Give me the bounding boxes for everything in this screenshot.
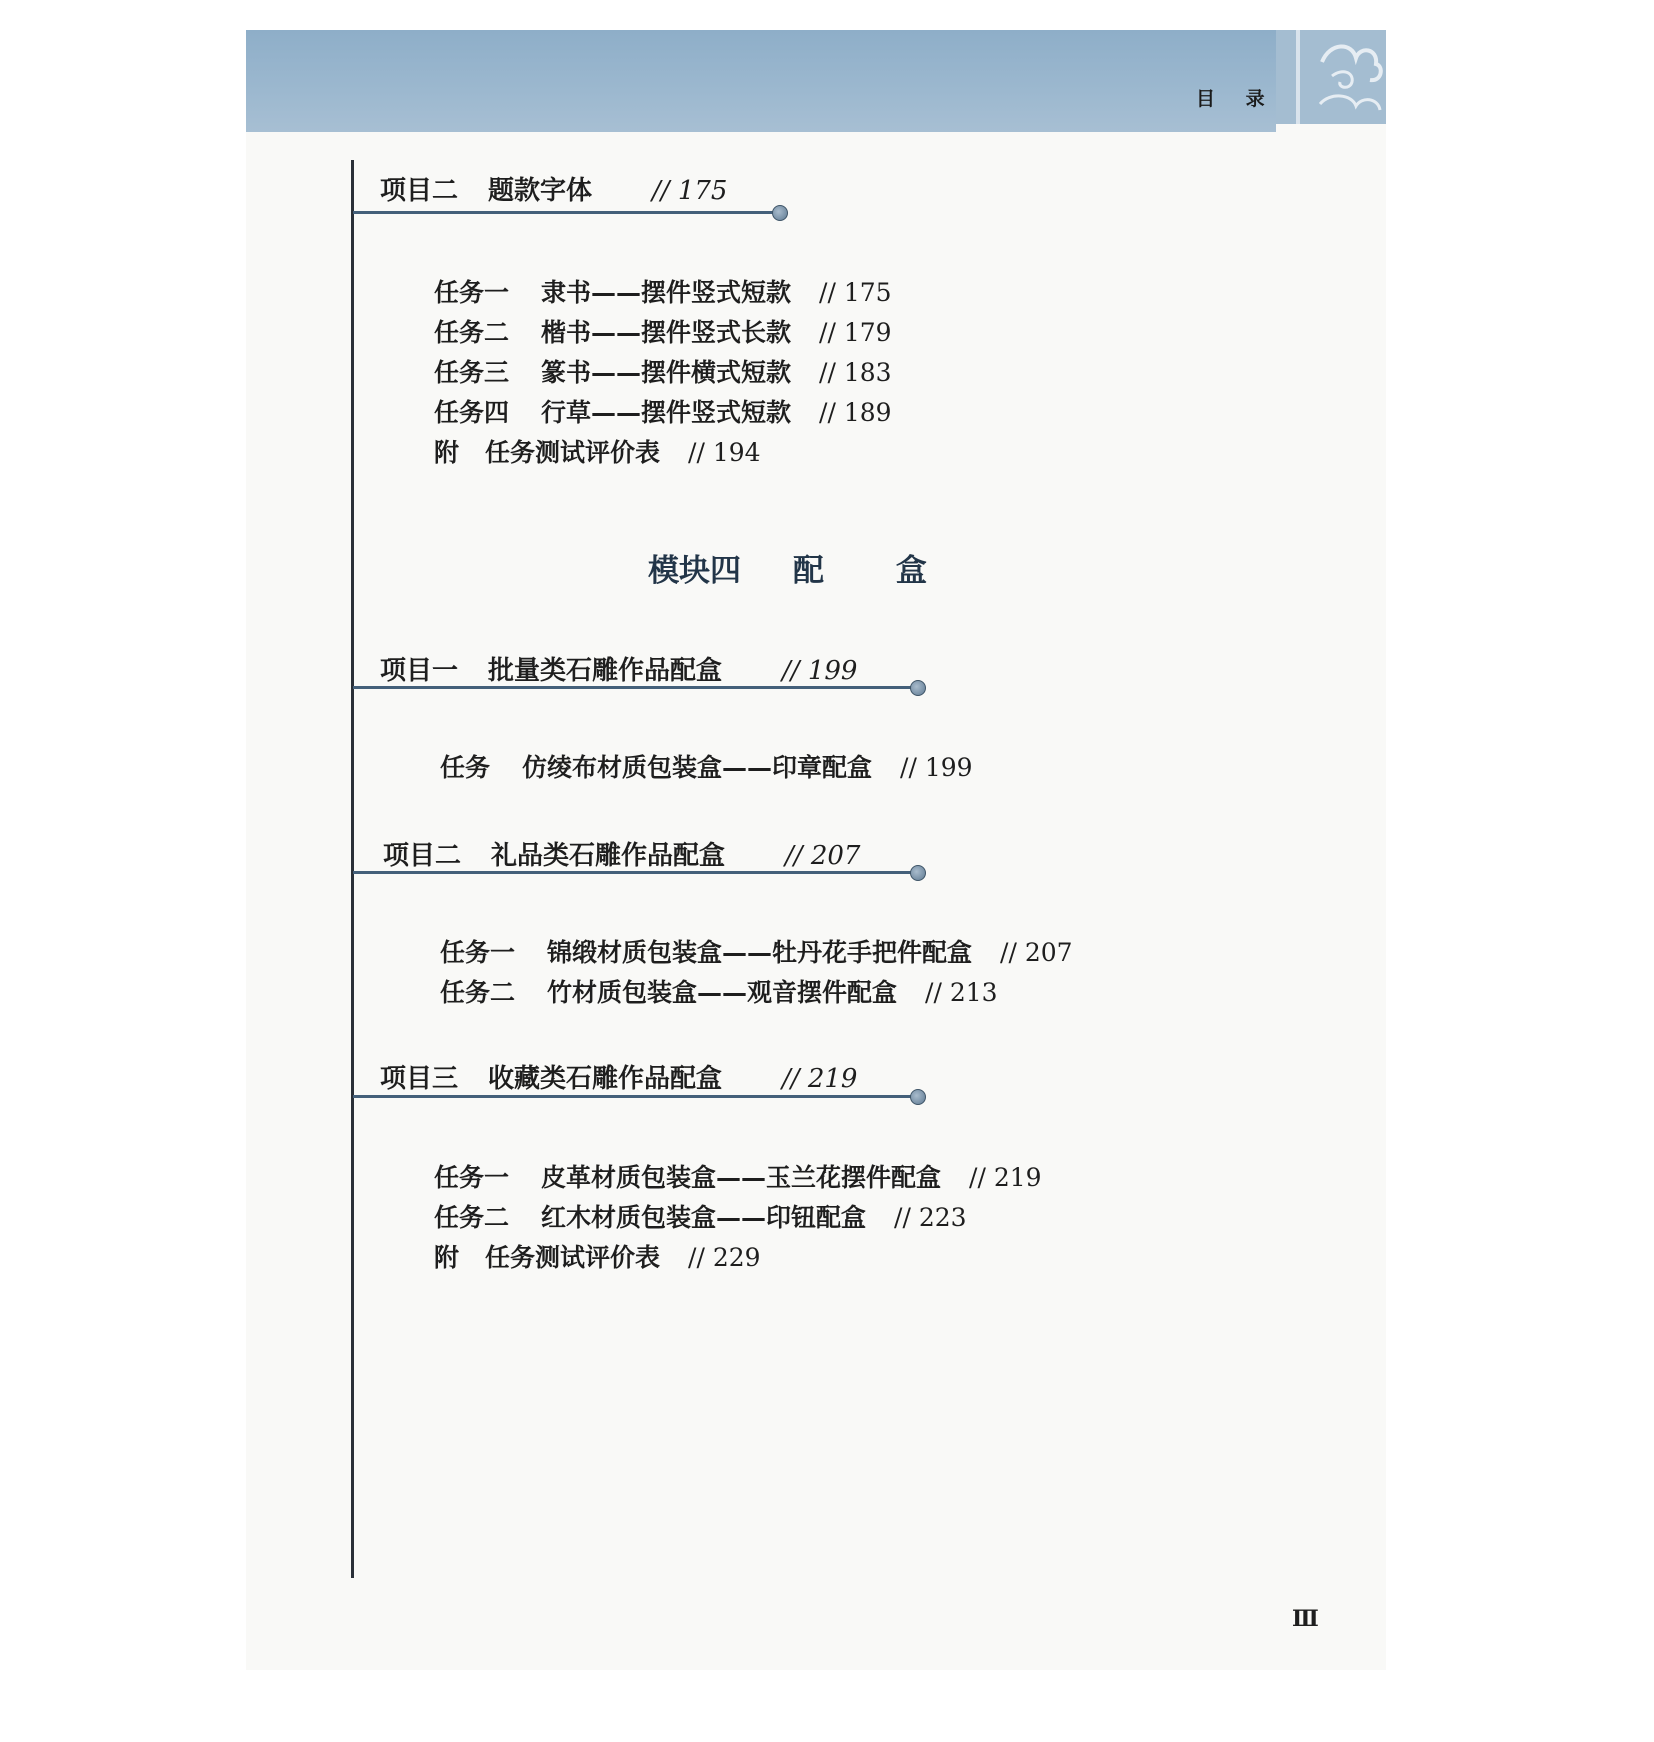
project-title: 批量类石雕作品配盒 — [488, 656, 723, 686]
task-page: // 179 — [819, 318, 892, 347]
task-title: 红木材质包装盒——印钮配盒 — [541, 1203, 867, 1232]
task-number: 任务 — [440, 753, 491, 782]
appendix-page: // 194 — [688, 438, 761, 467]
project-page: // 207 — [785, 841, 861, 871]
project-page: // 175 — [652, 176, 728, 206]
project-rule-dot — [910, 865, 926, 881]
task-number: 任务二 — [440, 978, 516, 1007]
task-number: 任务一 — [434, 1163, 510, 1192]
task-title: 隶书——摆件竖式短款 — [541, 278, 792, 307]
task-title: 皮革材质包装盒——玉兰花摆件配盒 — [541, 1163, 942, 1192]
module-number: 模块四 — [648, 553, 741, 589]
project-rule — [353, 211, 773, 214]
project-rule-dot — [910, 680, 926, 696]
task-title: 竹材质包装盒——观音摆件配盒 — [547, 978, 898, 1007]
task-page: // 219 — [969, 1163, 1042, 1192]
header-band — [246, 30, 1276, 132]
project-heading[interactable] — [380, 1058, 857, 1095]
task-entry[interactable] — [434, 393, 892, 429]
appendix-title: 任务测试评价表 — [485, 1243, 661, 1272]
project-number: 项目三 — [380, 1064, 459, 1094]
timeline-line — [351, 160, 354, 1578]
project-page: // 219 — [782, 1064, 858, 1094]
task-number: 任务一 — [440, 938, 516, 967]
task-title: 仿绫布材质包装盒——印章配盒 — [522, 753, 873, 782]
task-title: 锦缎材质包装盒——牡丹花手把件配盒 — [547, 938, 973, 967]
project-rule — [353, 1095, 913, 1098]
project-rule — [353, 686, 913, 689]
task-page: // 207 — [1000, 938, 1073, 967]
task-page: // 189 — [819, 398, 892, 427]
task-entry[interactable] — [434, 273, 892, 309]
task-number: 任务二 — [434, 1203, 510, 1232]
project-page: // 199 — [782, 656, 858, 686]
task-title: 篆书——摆件横式短款 — [541, 358, 792, 387]
project-heading[interactable] — [380, 170, 727, 207]
project-title: 题款字体 — [488, 176, 593, 206]
task-page: // 175 — [819, 278, 892, 307]
task-page: // 183 — [819, 358, 892, 387]
appendix-title: 任务测试评价表 — [485, 438, 661, 467]
project-number: 项目二 — [380, 176, 459, 206]
header-title: 目 录 — [1196, 88, 1277, 110]
task-number: 任务三 — [434, 358, 510, 387]
module-name: 配盒 — [793, 553, 999, 589]
task-entry[interactable] — [434, 353, 892, 389]
task-entry[interactable] — [434, 1198, 967, 1234]
appendix-page: // 229 — [688, 1243, 761, 1272]
task-page: // 213 — [925, 978, 998, 1007]
project-title: 礼品类石雕作品配盒 — [491, 841, 726, 871]
module-title — [648, 545, 999, 590]
appendix-number: 附 — [434, 1243, 460, 1272]
task-page: // 223 — [894, 1203, 967, 1232]
appendix-entry[interactable] — [434, 433, 761, 469]
task-title: 楷书——摆件竖式长款 — [541, 318, 792, 347]
appendix-entry[interactable] — [434, 1238, 761, 1274]
task-page: // 199 — [900, 753, 973, 782]
task-number: 任务二 — [434, 318, 510, 347]
task-entry[interactable] — [440, 748, 973, 784]
project-number: 项目一 — [380, 656, 459, 686]
task-number: 任务一 — [434, 278, 510, 307]
task-entry[interactable] — [434, 313, 892, 349]
project-rule-dot — [772, 205, 788, 221]
header-divider — [1296, 30, 1300, 124]
task-entry[interactable] — [440, 933, 1073, 969]
task-number: 任务四 — [434, 398, 510, 427]
project-rule-dot — [910, 1089, 926, 1105]
project-rule — [353, 871, 913, 874]
project-title: 收藏类石雕作品配盒 — [488, 1064, 723, 1094]
task-entry[interactable] — [434, 1158, 1042, 1194]
cloud-ornament-icon — [1312, 32, 1386, 120]
task-entry[interactable] — [440, 973, 998, 1009]
appendix-number: 附 — [434, 438, 460, 467]
page-number: Ⅲ — [1292, 1606, 1319, 1632]
project-heading[interactable] — [380, 650, 857, 687]
task-title: 行草——摆件竖式短款 — [541, 398, 792, 427]
project-number: 项目二 — [383, 841, 462, 871]
project-heading[interactable] — [383, 835, 860, 872]
